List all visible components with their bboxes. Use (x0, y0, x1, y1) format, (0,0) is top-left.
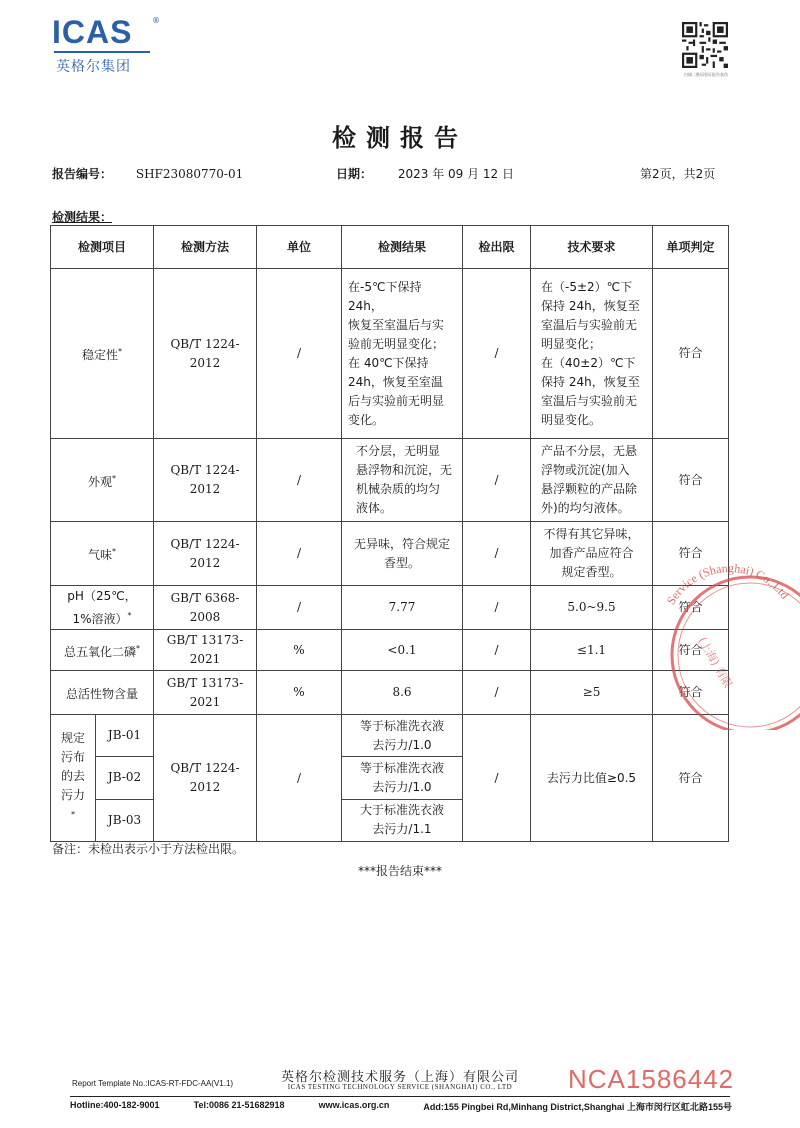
cell-verdict: 符合 (653, 715, 729, 842)
cell-result: 在-5℃下保持 24h， 恢复至室温后与实 验前无明显变化； 在 40℃下保持 24h，恢复至室温 后与实验前无明显 变化。 (342, 269, 463, 439)
table-row (51, 630, 729, 671)
cell-requirement: 5.0~9.5 (531, 586, 653, 630)
table-row (51, 522, 729, 586)
logo-text: ICAS (52, 14, 133, 50)
svg-text:Service (Shanghai) Co.,Ltd: Service (Shanghai) Co.,Ltd (663, 561, 792, 608)
footer-contacts (70, 1100, 732, 1113)
logo-underline (54, 51, 150, 53)
cell-limit: / (463, 715, 531, 842)
table-row (51, 269, 729, 439)
company-seal-stamp (640, 560, 800, 730)
page-title: 检测报告 (332, 124, 468, 152)
cell-method: QB/T 1224-2012 (154, 522, 257, 586)
cell-item: pH（25℃， 1%溶液）* (51, 586, 154, 630)
company-name-en: ICAS TESTING TECHNOLOGY SERVICE (SHANGHAI) CO., LTD (287, 1083, 513, 1091)
cell-result: 等于标准洗衣液 去污力/1.0 (342, 715, 463, 757)
cell-unit: % (257, 630, 342, 671)
cell-unit: / (257, 586, 342, 630)
company-name-cn: 英格尔检测技术服务（上海）有限公司 (280, 1070, 519, 1085)
header-result: 检测结果 (342, 226, 463, 269)
cell-result: 8.6 (342, 671, 463, 715)
sample-code: JB-02 (96, 757, 153, 799)
detergency-label: 规定 污布 的去 污力 * (51, 715, 96, 841)
cell-limit: / (463, 671, 531, 715)
cell-unit: / (257, 439, 342, 522)
cell-item: 气味* (51, 522, 154, 586)
address: Add:155 Pingbei Rd,Minhang District,Shanghai 上海市闵行区虹北路155号 (423, 1102, 732, 1112)
header-requirement: 技术要求 (531, 226, 653, 269)
cell-requirement: 产品不分层，无悬 浮物或沉淀(加入 悬浮颗粒的产品除 外)的均匀液体。 (531, 439, 653, 522)
table-row (51, 671, 729, 715)
cell-unit: / (257, 715, 342, 842)
cell-method: GB/T 13173-2021 (154, 671, 257, 715)
cell-unit: / (257, 269, 342, 439)
cell-item: 总五氧化二磷* (51, 630, 154, 671)
cell-result: 大于标准洗衣液 去污力/1.1 (342, 799, 463, 841)
company-logo (52, 14, 162, 80)
cell-requirement: 不得有其它异味， 加香产品应符合 规定香型。 (531, 522, 653, 586)
cell-limit: / (463, 269, 531, 439)
header-verdict: 单项判定 (653, 226, 729, 269)
header-method: 检测方法 (154, 226, 257, 269)
table-row (51, 439, 729, 522)
telephone: Tel:0086 21-51682918 (193, 1100, 285, 1110)
cell-method: QB/T 1224-2012 (154, 439, 257, 522)
cell-verdict: 符合 (653, 439, 729, 522)
footnote: 备注：未检出表示小于方法检出限。 (52, 842, 245, 856)
qr-caption: 扫描二维码验证报告真伪 (684, 72, 728, 77)
hotline: Hotline:400-182-9001 (70, 1100, 160, 1110)
footer-divider (70, 1096, 730, 1097)
report-date-value: 2023 年 09 月 12 日 (397, 167, 514, 181)
cell-verdict: 符合 (653, 630, 729, 671)
header-limit: 检出限 (463, 226, 531, 269)
cell-verdict: 符合 (653, 269, 729, 439)
cell-requirement: ≤1.1 (531, 630, 653, 671)
cell-method: GB/T 6368-2008 (154, 586, 257, 630)
header-item: 检测项目 (51, 226, 154, 269)
cell-unit: % (257, 671, 342, 715)
section-title: 检测结果： (52, 210, 113, 224)
cell-limit: / (463, 630, 531, 671)
cell-method: QB/T 1224-2012 (154, 269, 257, 439)
registered-mark: ® (152, 16, 160, 25)
cell-item-detergency (51, 715, 154, 842)
cell-verdict: 符合 (653, 522, 729, 586)
table-row (51, 715, 729, 757)
cell-result: 无异味，符合规定 香型。 (342, 522, 463, 586)
svg-text:(上海) 有限: (上海) 有限 (695, 635, 735, 691)
logo-chinese-name: 英格尔集团 (56, 59, 131, 75)
cell-requirement: 在（-5±2）℃下 保持 24h，恢复至 室温后与实验前无 明显变化； 在（40±2）℃下 保持 24h，恢复至 室温后与实验前无 明显变化。 (531, 269, 653, 439)
cell-result: 等于标准洗衣液 去污力/1.0 (342, 757, 463, 799)
cell-result: 不分层，无明显 悬浮物和沉淀，无 机械杂质的均匀 液体。 (342, 439, 463, 522)
report-date (336, 165, 514, 182)
cell-limit: / (463, 439, 531, 522)
report-number (52, 165, 243, 182)
cell-unit: / (257, 522, 342, 586)
cell-requirement: ≥5 (531, 671, 653, 715)
report-number-label: 报告编号： (52, 167, 113, 181)
header-unit: 单位 (257, 226, 342, 269)
cell-limit: / (463, 522, 531, 586)
website-link[interactable]: www.icas.org.cn (318, 1100, 390, 1110)
cell-result: 7.77 (342, 586, 463, 630)
table-row (51, 586, 729, 630)
cell-item: 总活性物含量 (51, 671, 154, 715)
results-table (50, 225, 729, 842)
sample-code: JB-03 (107, 812, 142, 827)
report-date-label: 日期： (336, 167, 373, 181)
cell-verdict: 符合 (653, 586, 729, 630)
qr-code-icon (682, 22, 728, 68)
cell-method: GB/T 13173-2021 (154, 630, 257, 671)
cell-verdict: 符合 (653, 671, 729, 715)
nca-number: NCA1586442 (568, 1064, 735, 1094)
sample-code: JB-01 (96, 715, 153, 757)
cell-result: <0.1 (342, 630, 463, 671)
page-number: 第2页，共2页 (640, 167, 716, 181)
template-number: Report Template No.:ICAS-RT-FDC-AA(V1.1) (72, 1079, 234, 1088)
table-header-row (51, 226, 729, 269)
cell-requirement: 去污力比值≥0.5 (531, 715, 653, 842)
cell-item: 外观* (51, 439, 154, 522)
cell-limit: / (463, 586, 531, 630)
report-number-value: SHF23080770-01 (135, 167, 244, 181)
cell-method: QB/T 1224-2012 (154, 715, 257, 842)
report-end-marker: ***报告结束*** (357, 864, 442, 878)
cell-item: 稳定性* (51, 269, 154, 439)
